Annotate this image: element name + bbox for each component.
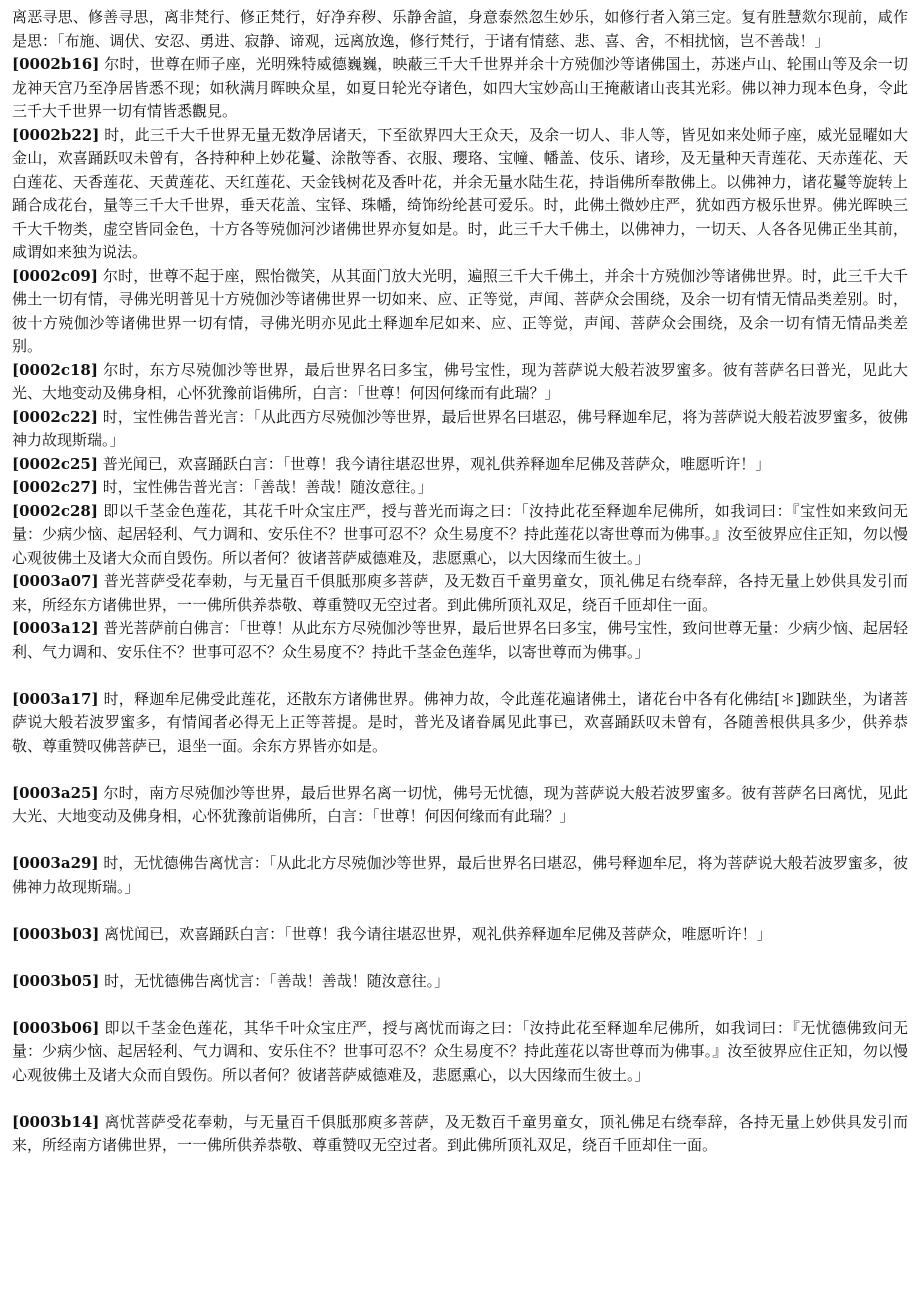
paragraph-text: 时，此三千大千世界无量无数净居诸天，下至欲界四大王众天，及余一切人、非人等，皆见如来处师子座，威光显曜如大金山，欢喜踊跃叹未曾有，各持种种上妙花鬘、涂散等香、衣服、瓔珞、宝幢、幡盖、伎乐、诸珍，及无量种天青莲花、天赤莲花、天白莲花、天香莲花、天黄莲花、天红莲花、天金钱树花及香叶花，并余无量水陆生花，持诣佛所奉散佛上。以佛神力，诸花鬘等旋转上踊合成花台，量等三千大千世界，垂天花盖、宝铎、珠幡，绮饰纷纶甚可爱乐。时，此佛土微妙庄严，犹如西方极乐世界。佛光晖映三千大千物类，虚空皆同金色，十方各等殑伽河沙诸佛世界亦复如是。时，此三千大千佛土，以佛神力，一切天、人各各见佛正坐其前，咸谓如来独为说法。	[12, 125, 908, 261]
paragraph-ref: [0003b06]	[12, 1018, 100, 1037]
paragraph-0	[12, 6, 908, 53]
paragraph-16	[12, 1017, 908, 1088]
paragraph-text: 普光闻已，欢喜踊跃白言：「世尊！我今请往堪忍世界，观礼供养释迦牟尼佛及菩萨众，唯愿听许！」	[102, 454, 771, 473]
paragraph-17	[12, 1111, 908, 1158]
paragraph-text: 普光菩萨前白佛言：「世尊！从此东方尽殑伽沙等世界，最后世界名曰多宝，佛号宝性，致问世尊无量：少病少恼、起居轻利、气力调和、安乐住不？世事可忍不？众生易度不？持此千茎金色莲华，以寄世尊而为佛事。」	[12, 619, 908, 661]
paragraph-14	[12, 923, 908, 947]
paragraph-text: 尔时，世尊在师子座，光明殊特威德巍巍，映蔽三千大千世界并余十方殑伽沙等诸佛国土，苏迷卢山、轮围山等及余一切龙神天宫乃至净居皆悉不现；如秋满月晖映众星，如夏日轮光夺诸色，如四大宝妙高山王掩蔽诸山丧其光彩。佛以神力现本色身，令此三千大千世界一切有情皆悉觀見。	[12, 55, 908, 120]
paragraph-text: 即以千茎金色莲花，其华千叶众宝庄严，授与离忧而诲之曰：「汝持此花至释迦牟尼佛所，如我词曰：『无忧德佛致问无量：少病少恼、起居轻利、气力调和、安乐住不？世事可忍不？众生易度不？持此莲花以寄世尊而为佛事。』汝至彼界应住正知，勿以慢心观彼佛土及诸大众而自毁伤。所以者何？彼诸菩萨威德难及，悲愿熏心，以大因缘而生彼土。」	[12, 1018, 908, 1084]
paragraph-text: 尔时，东方尽殑伽沙等世界，最后世界名曰多宝，佛号宝性，现为菩萨说大般若波罗蜜多。彼有菩萨名曰普光，见此大光、大地变动及佛身相，心怀犹豫前诣佛所，白言：「世尊！何因何缘而有此瑞？」	[12, 360, 908, 402]
paragraph-ref: [0002c28]	[12, 501, 98, 520]
paragraph-text: 离忧闻已，欢喜踊跃白言：「世尊！我今请往堪忍世界，观礼供养释迦牟尼佛及菩萨众，唯愿听许！」	[104, 924, 772, 943]
paragraph-4	[12, 359, 908, 406]
paragraph-text: 时，宝性佛告普光言：「从此西方尽殑伽沙等世界，最后世界名曰堪忍，佛号释迦牟尼，将为菩萨说大般若波罗蜜多，彼佛神力故现斯瑞。」	[12, 407, 908, 449]
paragraph-9	[12, 570, 908, 617]
paragraph-text: 时，无忧德佛告离忧言：「从此北方尽殑伽沙等世界，最后世界名曰堪忍，佛号释迦牟尼，将为菩萨说大般若波罗蜜多，彼佛神力故现斯瑞。」	[12, 854, 908, 896]
paragraph-11	[12, 688, 908, 759]
paragraph-ref: [0003a17]	[12, 689, 99, 708]
paragraph-ref: [0003a07]	[12, 572, 99, 590]
paragraph-ref: [0002c25]	[12, 454, 98, 473]
paragraph-text: 普光菩萨受花奉勅，与无量百千俱胝那庾多菩萨，及无数百千童男童女，顶礼佛足右绕奉辞，各持无量上妙供具发引而来，所经东方诸佛世界，一一佛所供养恭敬、尊重赞叹无空过者。到此佛所顶礼双足，绕百千匝却住一面。	[12, 572, 908, 614]
paragraph-ref: [0002b22]	[12, 125, 100, 144]
paragraph-ref: [0002c18]	[12, 360, 98, 379]
paragraph-ref: [0003b14]	[12, 1112, 100, 1131]
paragraph-text: 时，无忧德佛告离忧言：「善哉！善哉！随汝意往。」	[104, 971, 450, 990]
paragraph-8	[12, 500, 908, 571]
paragraph-text: 尔时，南方尽殑伽沙等世界，最后世界名离一切忧，佛号无忧德，现为菩萨说大般若波罗蜜多。彼有菩萨名曰离忧，见此大光、大地变动及佛身相，心怀犹豫前诣佛所，白言：「世尊！何因何缘而有此瑞？」	[12, 783, 908, 825]
paragraph-5	[12, 406, 908, 453]
paragraph-12	[12, 782, 908, 829]
paragraph-13	[12, 852, 908, 899]
paragraph-15	[12, 970, 908, 994]
paragraph-text: 即以千茎金色莲花，其花千叶众宝庄严，授与普光而诲之曰：「汝持此花至释迦牟尼佛所，如我词曰：『宝性如来致问无量：少病少恼、起居轻利、气力调和、安乐住不？世事可忍不？众生易度不？持此莲花以寄世尊而为佛事。』汝至彼界应住正知，勿以慢心观彼佛土及诸大众而自毁伤。所以者何？彼诸菩萨威德难及，悲愿熏心，以大因缘而生彼土。」	[12, 501, 908, 567]
paragraph-2	[12, 124, 908, 265]
paragraph-ref: [0002c09]	[12, 266, 98, 285]
paragraph-10	[12, 617, 908, 664]
paragraph-ref: [0003b03]	[12, 924, 100, 943]
paragraph-text: 离恶寻思、修善寻思，离非梵行、修正梵行，好净弃秽、乐静舍諠，身意泰然忽生妙乐，如修行者入第三定。复有胜慧欻尔现前，咸作是思：「布施、调伏、安忍、勇进、寂静、谛观，远离放逸，修行梵行，于诸有情慈、悲、喜、舍，不相扰恼，岂不善哉！」	[12, 8, 908, 50]
paragraph-ref: [0002c22]	[12, 407, 98, 426]
paragraph-text: 尔时，世尊不起于座，熙怡微笑，从其面门放大光明，遍照三千大千佛土，并余十方殑伽沙等诸佛世界。时，此三千大千佛土一切有情，寻佛光明普见十方殑伽沙等诸佛世界一切如来、应、正等觉，声闻、菩萨众会围绕，及余一切有情无情品类差别。时，彼十方殑伽沙等诸佛世界一切有情，寻佛光明亦见此土释迦牟尼如来、应、正等觉，声闻、菩萨众会围绕，及余一切有情无情品类差别。	[12, 266, 908, 355]
paragraph-text: 时，宝性佛告普光言：「善哉！善哉！随汝意往。」	[102, 478, 433, 496]
paragraph-7	[12, 476, 908, 500]
paragraph-3	[12, 265, 908, 359]
paragraph-ref: [0003a12]	[12, 619, 99, 637]
paragraph-ref: [0003a25]	[12, 783, 99, 802]
paragraph-text: 离忧菩萨受花奉勅，与无量百千俱胝那庾多菩萨，及无数百千童男童女，顶礼佛足右绕奉辞，各持无量上妙供具发引而来，所经南方诸佛世界，一一佛所供养恭敬、尊重赞叹无空过者。到此佛所顶礼双足，绕百千匝却住一面。	[12, 1112, 908, 1154]
paragraph-1	[12, 53, 908, 124]
paragraph-ref: [0002b16]	[12, 55, 100, 73]
paragraph-ref: [0003a29]	[12, 854, 99, 872]
paragraph-6	[12, 453, 908, 477]
paragraph-text: 时，释迦牟尼佛受此莲花，还散东方诸佛世界。佛神力故，令此莲花遍诸佛土，诸花台中各有化佛结[＊]跏趺坐，为诸菩萨说大般若波罗蜜多，有情闻者必得无上正等菩提。是时，普光及诸眷属见此事已，欢喜踊跃叹未曾有，各随善根供具多少，供养恭敬、尊重赞叹佛菩萨已，退坐一面。余东方界皆亦如是。	[12, 689, 908, 755]
paragraph-ref: [0002c27]	[12, 478, 98, 496]
paragraph-ref: [0003b05]	[12, 971, 100, 990]
